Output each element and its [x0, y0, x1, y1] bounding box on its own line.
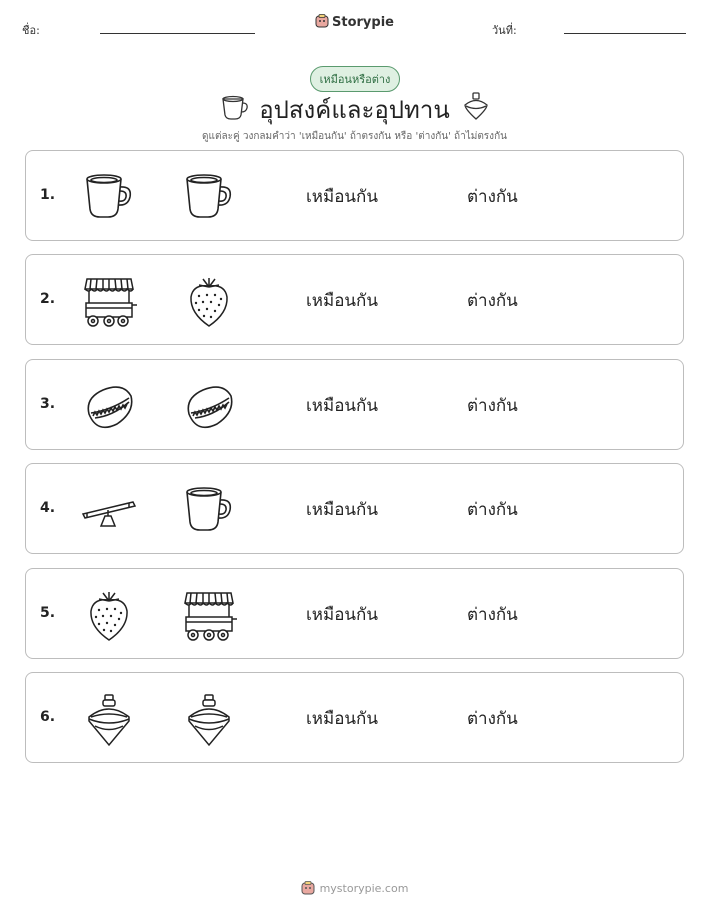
teacup-icon [81, 171, 137, 227]
question-number: 3. [40, 395, 56, 412]
different-option[interactable]: ต่างกัน [467, 709, 518, 729]
date-label: วันที่: [492, 24, 517, 37]
question-number: 1. [40, 187, 56, 203]
brand-name: Storypie [332, 15, 394, 30]
question-number: 2. [40, 291, 56, 308]
market-cart-icon [81, 275, 137, 331]
spinning-top-icon [181, 693, 237, 749]
different-option[interactable]: ต่างกัน [467, 187, 518, 207]
different-option[interactable]: ต่างกัน [467, 500, 518, 521]
same-option[interactable]: เหมือนกัน [306, 291, 378, 312]
same-option[interactable]: เหมือนกัน [306, 604, 378, 625]
spinning-top-icon [459, 90, 493, 124]
different-option[interactable]: ต่างกัน [467, 291, 518, 312]
same-option[interactable]: เหมือนกัน [306, 395, 378, 416]
brand [0, 14, 709, 30]
same-option[interactable]: เหมือนกัน [306, 187, 378, 207]
question-row [25, 672, 684, 763]
question-row [25, 568, 684, 659]
strawberry-icon [181, 275, 237, 331]
pouch-icon [81, 380, 137, 436]
footer-site: mystorypie.com [319, 882, 409, 895]
page-title: อุปสงค์และอุปทาน [259, 96, 450, 124]
footer [0, 881, 709, 895]
date-line [564, 33, 686, 34]
storypie-footer-logo-icon [301, 881, 315, 895]
storypie-logo-icon [315, 14, 329, 28]
name-line [100, 33, 255, 34]
question-row [25, 359, 684, 450]
strawberry-icon [81, 589, 137, 645]
seesaw-icon [81, 484, 137, 540]
same-option[interactable]: เหมือนกัน [306, 709, 378, 729]
teacup-icon [181, 171, 237, 227]
name-label: ชื่อ: [22, 24, 40, 37]
different-option[interactable]: ต่างกัน [467, 604, 518, 625]
same-option[interactable]: เหมือนกัน [306, 500, 378, 521]
question-number: 6. [40, 709, 56, 725]
market-cart-icon [181, 589, 237, 645]
instructions: ดูแต่ละคู่ วงกลมคำว่า 'เหมือนกัน' ถ้าตรงกัน หรือ 'ต่างกัน' ถ้าไม่ตรงกัน [202, 131, 507, 142]
different-option[interactable]: ต่างกัน [467, 395, 518, 416]
question-row [25, 150, 684, 241]
question-row [25, 463, 684, 554]
question-number: 4. [40, 500, 56, 517]
teacup-icon [181, 484, 237, 540]
question-number: 5. [40, 604, 56, 621]
spinning-top-icon [81, 693, 137, 749]
activity-tag: เหมือนหรือต่าง [310, 66, 400, 92]
question-row [25, 254, 684, 345]
pouch-icon [181, 380, 237, 436]
